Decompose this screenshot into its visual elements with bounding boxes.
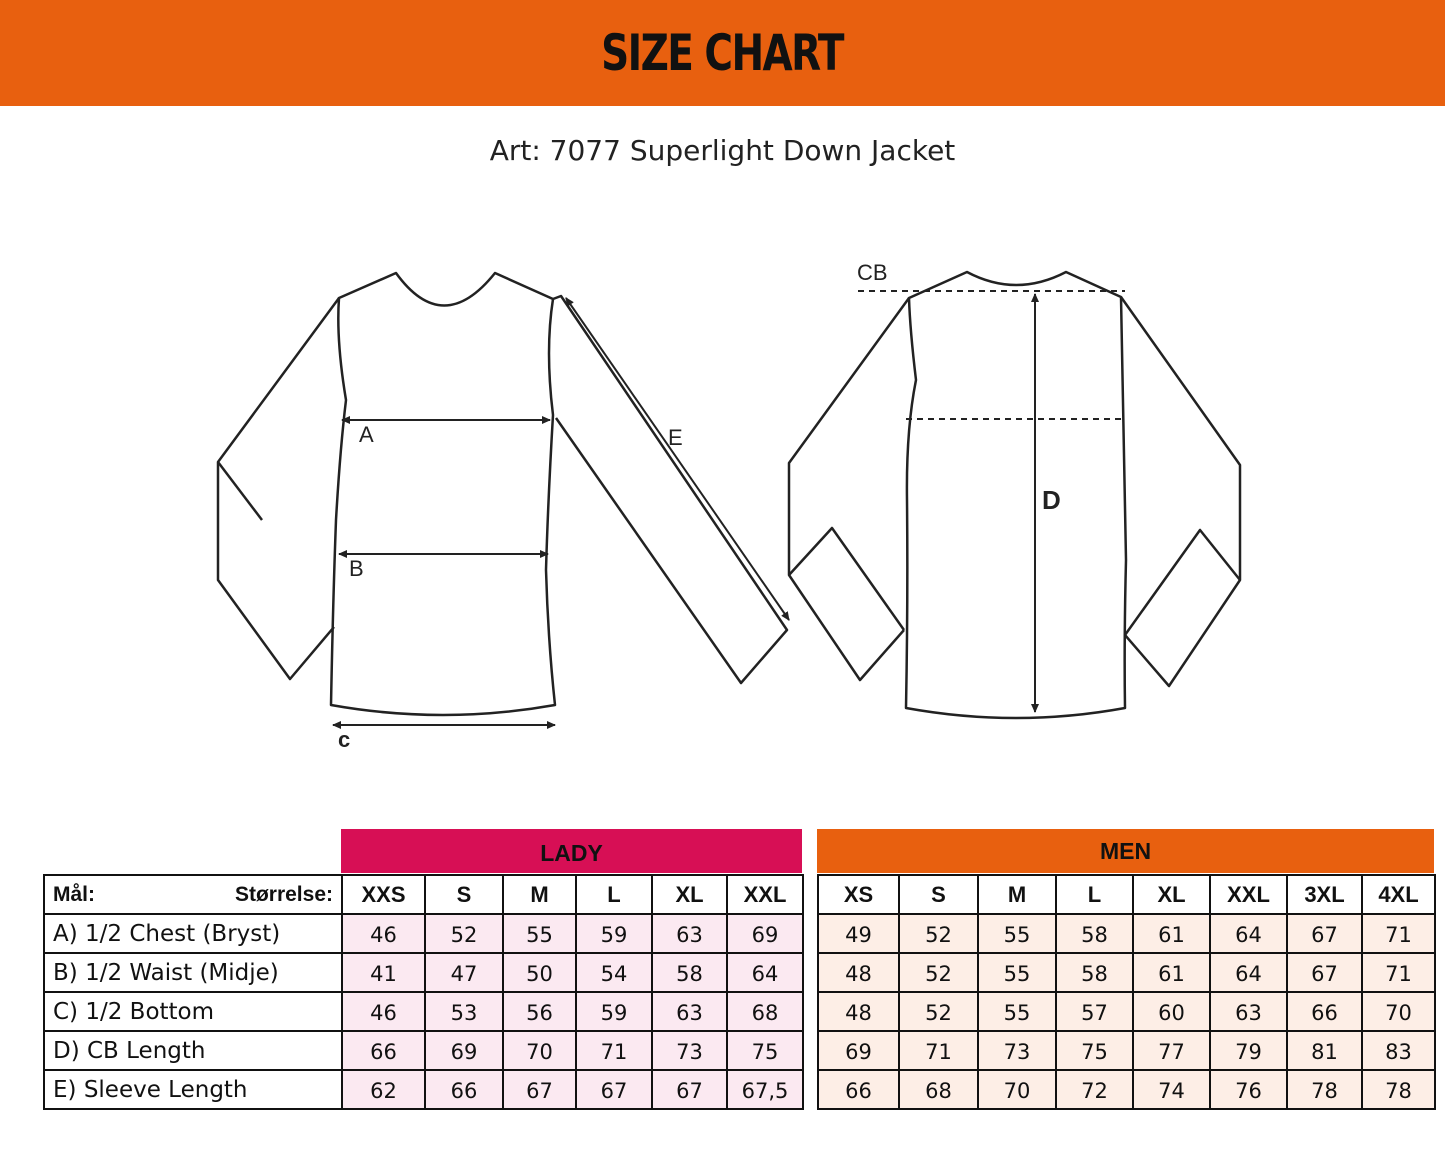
table-row bbox=[818, 1031, 1435, 1070]
measure-label: E) Sleeve Length bbox=[44, 1070, 342, 1109]
table-cell: 68 bbox=[899, 1070, 978, 1109]
product-subtitle: Art: 7077 Superlight Down Jacket bbox=[489, 134, 956, 167]
table-cell: 53 bbox=[425, 992, 503, 1031]
size-header: XXL bbox=[1210, 875, 1287, 914]
table-cell: 41 bbox=[342, 953, 425, 992]
label-e: E bbox=[668, 425, 683, 450]
table-cell: 58 bbox=[1056, 953, 1133, 992]
table-cell: 66 bbox=[1287, 992, 1362, 1031]
table-cell: 52 bbox=[899, 953, 978, 992]
table-cell: 52 bbox=[899, 992, 978, 1031]
size-header: XXL bbox=[727, 875, 803, 914]
table-cell: 46 bbox=[342, 914, 425, 953]
table-cell: 63 bbox=[652, 992, 727, 1031]
table-cell: 58 bbox=[652, 953, 727, 992]
table-cell: 61 bbox=[1133, 953, 1210, 992]
label-cb: CB bbox=[857, 260, 888, 285]
page-title: SIZE CHART bbox=[601, 24, 844, 82]
table-cell: 55 bbox=[503, 914, 576, 953]
table-cell: 48 bbox=[818, 992, 899, 1031]
table-cell: 71 bbox=[899, 1031, 978, 1070]
table-cell: 81 bbox=[1287, 1031, 1362, 1070]
table-cell: 60 bbox=[1133, 992, 1210, 1031]
table-cell: 63 bbox=[1210, 992, 1287, 1031]
table-cell: 47 bbox=[425, 953, 503, 992]
table-row bbox=[44, 1070, 803, 1109]
table-cell: 59 bbox=[576, 914, 652, 953]
table-row bbox=[44, 953, 803, 992]
size-header: 3XL bbox=[1287, 875, 1362, 914]
table-cell: 52 bbox=[899, 914, 978, 953]
corner-left: Mål: bbox=[53, 882, 95, 906]
table-cell: 67 bbox=[652, 1070, 727, 1109]
table-cell: 66 bbox=[342, 1031, 425, 1070]
jacket-back bbox=[789, 272, 1240, 718]
table-cell: 78 bbox=[1287, 1070, 1362, 1109]
label-c: c bbox=[338, 727, 351, 752]
label-d: D bbox=[1042, 485, 1061, 515]
table-cell: 75 bbox=[727, 1031, 803, 1070]
table-row bbox=[818, 914, 1435, 953]
table-cell: 58 bbox=[1056, 914, 1133, 953]
size-header: S bbox=[425, 875, 503, 914]
table-cell: 79 bbox=[1210, 1031, 1287, 1070]
table-cell: 64 bbox=[1210, 914, 1287, 953]
table-cell: 64 bbox=[727, 953, 803, 992]
front-measure-lines bbox=[333, 298, 789, 725]
table-cell: 71 bbox=[1362, 953, 1435, 992]
table-cell: 83 bbox=[1362, 1031, 1435, 1070]
size-header: M bbox=[978, 875, 1056, 914]
table-cell: 73 bbox=[978, 1031, 1056, 1070]
back-measure-lines bbox=[858, 291, 1126, 712]
measure-label: B) 1/2 Waist (Midje) bbox=[44, 953, 342, 992]
table-cell: 55 bbox=[978, 914, 1056, 953]
label-a: A bbox=[359, 422, 374, 447]
measure-label: C) 1/2 Bottom bbox=[44, 992, 342, 1031]
table-cell: 69 bbox=[425, 1031, 503, 1070]
table-cell: 61 bbox=[1133, 914, 1210, 953]
table-header-row bbox=[44, 875, 803, 914]
table-cell: 76 bbox=[1210, 1070, 1287, 1109]
measure-label: A) 1/2 Chest (Bryst) bbox=[44, 914, 342, 953]
corner-right: Størrelse: bbox=[234, 882, 333, 906]
table-cell: 70 bbox=[1362, 992, 1435, 1031]
size-header: XL bbox=[1133, 875, 1210, 914]
size-header: XL bbox=[652, 875, 727, 914]
table-cell: 68 bbox=[727, 992, 803, 1031]
table-row bbox=[818, 992, 1435, 1031]
table-cell: 73 bbox=[652, 1031, 727, 1070]
size-header: XS bbox=[818, 875, 899, 914]
table-cell: 67,5 bbox=[727, 1070, 803, 1109]
size-header: 4XL bbox=[1362, 875, 1435, 914]
table-cell: 50 bbox=[503, 953, 576, 992]
lady-size-table bbox=[43, 874, 804, 1110]
men-band: MEN bbox=[817, 829, 1434, 873]
table-cell: 69 bbox=[727, 914, 803, 953]
table-cell: 55 bbox=[978, 992, 1056, 1031]
table-cell: 59 bbox=[576, 992, 652, 1031]
table-cell: 70 bbox=[978, 1070, 1056, 1109]
table-cell: 72 bbox=[1056, 1070, 1133, 1109]
lady-band: LADY bbox=[341, 829, 802, 873]
size-header: XXS bbox=[342, 875, 425, 914]
table-cell: 67 bbox=[1287, 953, 1362, 992]
table-cell: 55 bbox=[978, 953, 1056, 992]
size-header: L bbox=[576, 875, 652, 914]
table-cell: 67 bbox=[1287, 914, 1362, 953]
table-cell: 67 bbox=[576, 1070, 652, 1109]
men-size-table bbox=[817, 874, 1436, 1110]
table-cell: 56 bbox=[503, 992, 576, 1031]
table-cell: 48 bbox=[818, 953, 899, 992]
table-cell: 67 bbox=[503, 1070, 576, 1109]
measure-header bbox=[44, 875, 342, 914]
table-cell: 54 bbox=[576, 953, 652, 992]
table-cell: 74 bbox=[1133, 1070, 1210, 1109]
table-cell: 57 bbox=[1056, 992, 1133, 1031]
table-cell: 69 bbox=[818, 1031, 899, 1070]
table-cell: 63 bbox=[652, 914, 727, 953]
table-header-row bbox=[818, 875, 1435, 914]
table-row bbox=[44, 914, 803, 953]
table-cell: 66 bbox=[818, 1070, 899, 1109]
size-header: L bbox=[1056, 875, 1133, 914]
table-cell: 71 bbox=[1362, 914, 1435, 953]
table-cell: 71 bbox=[576, 1031, 652, 1070]
table-cell: 64 bbox=[1210, 953, 1287, 992]
measure-label: D) CB Length bbox=[44, 1031, 342, 1070]
table-row bbox=[44, 992, 803, 1031]
table-cell: 75 bbox=[1056, 1031, 1133, 1070]
table-cell: 78 bbox=[1362, 1070, 1435, 1109]
table-cell: 70 bbox=[503, 1031, 576, 1070]
label-b: B bbox=[349, 556, 364, 581]
table-cell: 66 bbox=[425, 1070, 503, 1109]
table-cell: 49 bbox=[818, 914, 899, 953]
size-header: S bbox=[899, 875, 978, 914]
table-row bbox=[818, 953, 1435, 992]
table-cell: 77 bbox=[1133, 1031, 1210, 1070]
table-cell: 52 bbox=[425, 914, 503, 953]
table-row bbox=[818, 1070, 1435, 1109]
table-row bbox=[44, 1031, 803, 1070]
table-cell: 62 bbox=[342, 1070, 425, 1109]
table-cell: 46 bbox=[342, 992, 425, 1031]
size-header: M bbox=[503, 875, 576, 914]
